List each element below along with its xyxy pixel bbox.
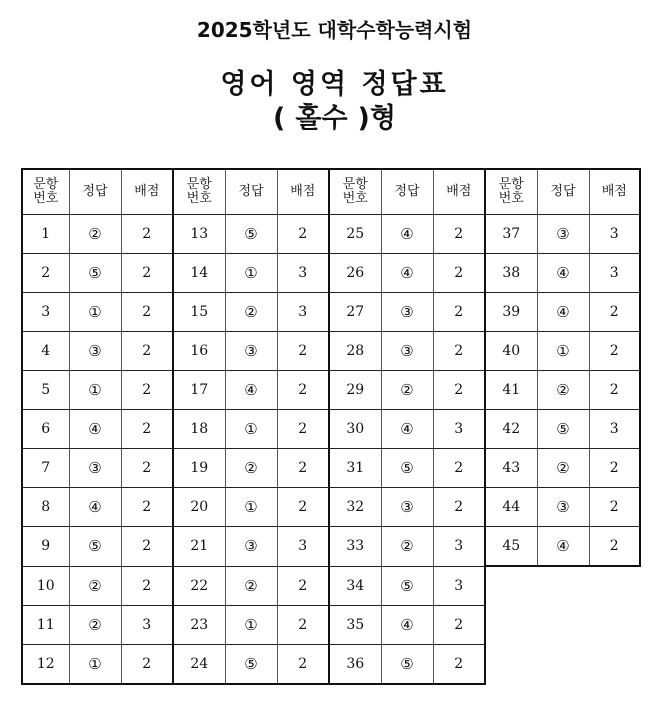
answer-cell: ① — [225, 254, 277, 293]
answer-cell: ④ — [381, 410, 433, 449]
question-number-cell: 34 — [329, 566, 381, 605]
table-row — [22, 293, 640, 332]
table-row — [22, 527, 640, 567]
question-number-cell: 38 — [485, 254, 537, 293]
answer-cell: ① — [69, 371, 121, 410]
answer-cell: ⑤ — [381, 449, 433, 488]
points-cell: 2 — [433, 488, 485, 527]
points-cell: 2 — [589, 488, 640, 527]
answer-cell: ③ — [225, 332, 277, 371]
points-cell: 2 — [121, 293, 173, 332]
answer-cell: ③ — [537, 488, 589, 527]
question-number-cell: 26 — [329, 254, 381, 293]
question-number-cell: 23 — [173, 605, 225, 644]
points-cell: 2 — [589, 371, 640, 410]
points-cell: 2 — [121, 254, 173, 293]
answer-cell: ⑤ — [381, 566, 433, 605]
answer-table-body — [22, 169, 640, 684]
question-number-cell: 13 — [173, 215, 225, 254]
question-number-cell: 40 — [485, 332, 537, 371]
question-number-cell: 10 — [22, 566, 69, 605]
points-cell: 2 — [277, 449, 329, 488]
question-number-cell: 18 — [173, 410, 225, 449]
question-number-cell: 7 — [22, 449, 69, 488]
points-cell: 2 — [589, 332, 640, 371]
question-number-cell: 32 — [329, 488, 381, 527]
answer-cell: ⑤ — [69, 254, 121, 293]
table-row — [22, 449, 640, 488]
answer-cell: ⑤ — [381, 644, 433, 684]
question-number-cell: 9 — [22, 527, 69, 567]
answer-cell: ① — [69, 644, 121, 684]
answer-cell: ④ — [225, 371, 277, 410]
answer-cell: ② — [537, 449, 589, 488]
question-number-cell: 5 — [22, 371, 69, 410]
question-number-cell: 6 — [22, 410, 69, 449]
question-number-cell: 22 — [173, 566, 225, 605]
answer-cell: ② — [537, 371, 589, 410]
question-number-cell: 4 — [22, 332, 69, 371]
answer-cell: ② — [225, 449, 277, 488]
points-cell: 3 — [121, 605, 173, 644]
points-cell: 3 — [277, 254, 329, 293]
question-number-cell: 1 — [22, 215, 69, 254]
points-cell: 3 — [433, 527, 485, 567]
question-number-cell: 14 — [173, 254, 225, 293]
question-number-cell: 36 — [329, 644, 381, 684]
column-header-answer: 정답 — [537, 169, 589, 215]
answer-cell: ① — [537, 332, 589, 371]
empty-cell — [537, 566, 589, 605]
points-cell: 2 — [121, 527, 173, 567]
points-cell: 2 — [433, 449, 485, 488]
question-number-cell: 44 — [485, 488, 537, 527]
column-header-number: 문항 번호 — [329, 169, 381, 215]
points-cell: 3 — [589, 254, 640, 293]
table-row — [22, 371, 640, 410]
question-number-cell: 25 — [329, 215, 381, 254]
column-header-points: 배점 — [277, 169, 329, 215]
answer-cell: ⑤ — [225, 644, 277, 684]
column-header-number: 문항 번호 — [22, 169, 69, 215]
answer-cell: ④ — [381, 254, 433, 293]
answer-cell: ① — [225, 410, 277, 449]
question-number-cell: 42 — [485, 410, 537, 449]
table-row — [22, 332, 640, 371]
answer-cell: ③ — [69, 332, 121, 371]
points-cell: 2 — [277, 605, 329, 644]
points-cell: 2 — [121, 215, 173, 254]
question-number-cell: 12 — [22, 644, 69, 684]
answer-cell: ③ — [225, 527, 277, 567]
answer-cell: ④ — [69, 488, 121, 527]
question-number-cell: 37 — [485, 215, 537, 254]
points-cell: 2 — [589, 293, 640, 332]
answer-cell: ④ — [537, 527, 589, 567]
table-row — [22, 488, 640, 527]
points-cell: 2 — [277, 215, 329, 254]
points-cell: 2 — [121, 566, 173, 605]
question-number-cell: 24 — [173, 644, 225, 684]
exam-type-name: 홀수 — [295, 103, 348, 134]
points-cell: 2 — [121, 371, 173, 410]
points-cell: 2 — [433, 293, 485, 332]
answer-cell: ① — [225, 605, 277, 644]
points-cell: 2 — [433, 215, 485, 254]
answer-cell: ② — [69, 605, 121, 644]
question-number-cell: 11 — [22, 605, 69, 644]
question-number-cell: 19 — [173, 449, 225, 488]
exam-title: 2025학년도 대학수학능력시험 — [196, 18, 473, 42]
question-number-cell: 16 — [173, 332, 225, 371]
points-cell: 3 — [589, 215, 640, 254]
points-cell: 2 — [121, 410, 173, 449]
answer-cell: ④ — [381, 215, 433, 254]
table-row — [22, 410, 640, 449]
points-cell: 3 — [433, 566, 485, 605]
exam-type-line — [0, 96, 669, 135]
question-number-cell: 3 — [22, 293, 69, 332]
answer-cell: ④ — [69, 410, 121, 449]
answer-cell: ② — [225, 566, 277, 605]
answer-cell: ② — [381, 371, 433, 410]
answer-key-table — [21, 168, 641, 685]
column-header-number: 문항 번호 — [485, 169, 537, 215]
points-cell: 2 — [277, 566, 329, 605]
question-number-cell: 28 — [329, 332, 381, 371]
points-cell: 3 — [277, 293, 329, 332]
points-cell: 2 — [433, 605, 485, 644]
question-number-cell: 43 — [485, 449, 537, 488]
points-cell: 2 — [589, 449, 640, 488]
empty-cell — [537, 644, 589, 684]
answer-cell: ① — [69, 293, 121, 332]
points-cell: 2 — [121, 644, 173, 684]
points-cell: 2 — [121, 488, 173, 527]
points-cell: 2 — [433, 371, 485, 410]
column-header-answer: 정답 — [381, 169, 433, 215]
points-cell: 2 — [277, 644, 329, 684]
question-number-cell: 17 — [173, 371, 225, 410]
type-paren-open: ( — [273, 103, 286, 134]
answer-cell: ⑤ — [69, 527, 121, 567]
question-number-cell: 39 — [485, 293, 537, 332]
points-cell: 2 — [277, 371, 329, 410]
points-cell: 2 — [277, 410, 329, 449]
question-number-cell: 41 — [485, 371, 537, 410]
answer-cell: ② — [69, 215, 121, 254]
table-row — [22, 215, 640, 254]
question-number-cell: 29 — [329, 371, 381, 410]
empty-cell — [485, 644, 537, 684]
answer-cell: ⑤ — [537, 410, 589, 449]
points-cell: 2 — [433, 644, 485, 684]
points-cell: 2 — [589, 527, 640, 567]
answer-cell: ① — [225, 488, 277, 527]
answer-cell: ③ — [381, 293, 433, 332]
question-number-cell: 45 — [485, 527, 537, 567]
points-cell: 2 — [121, 449, 173, 488]
empty-cell — [589, 605, 640, 644]
column-header-answer: 정답 — [225, 169, 277, 215]
column-header-answer: 정답 — [69, 169, 121, 215]
answer-cell: ④ — [537, 293, 589, 332]
question-number-cell: 8 — [22, 488, 69, 527]
points-cell: 2 — [433, 254, 485, 293]
column-header-points: 배점 — [121, 169, 173, 215]
answer-cell: ④ — [537, 254, 589, 293]
column-header-points: 배점 — [589, 169, 640, 215]
empty-cell — [589, 644, 640, 684]
question-number-cell: 20 — [173, 488, 225, 527]
points-cell: 2 — [277, 332, 329, 371]
subject-title: 영어 영역 정답표 — [220, 69, 449, 100]
question-number-cell: 21 — [173, 527, 225, 567]
answer-cell: ③ — [381, 488, 433, 527]
answer-cell: ② — [69, 566, 121, 605]
points-cell: 3 — [433, 410, 485, 449]
table-row — [22, 644, 640, 684]
empty-cell — [537, 605, 589, 644]
empty-cell — [485, 605, 537, 644]
table-row — [22, 254, 640, 293]
question-number-cell: 33 — [329, 527, 381, 567]
question-number-cell: 15 — [173, 293, 225, 332]
question-number-cell: 35 — [329, 605, 381, 644]
table-row — [22, 566, 640, 605]
points-cell: 3 — [277, 527, 329, 567]
points-cell: 3 — [589, 410, 640, 449]
answer-cell: ④ — [381, 605, 433, 644]
points-cell: 2 — [277, 488, 329, 527]
question-number-cell: 2 — [22, 254, 69, 293]
answer-cell: ② — [225, 293, 277, 332]
answer-cell: ② — [381, 527, 433, 567]
question-number-cell: 30 — [329, 410, 381, 449]
column-header-number: 문항 번호 — [173, 169, 225, 215]
table-header-row — [22, 169, 640, 215]
answer-cell: ③ — [381, 332, 433, 371]
points-cell: 2 — [433, 332, 485, 371]
answer-cell: ⑤ — [225, 215, 277, 254]
points-cell: 2 — [121, 332, 173, 371]
column-header-points: 배점 — [433, 169, 485, 215]
question-number-cell: 27 — [329, 293, 381, 332]
empty-cell — [485, 566, 537, 605]
type-paren-close: )형 — [357, 103, 396, 134]
answer-cell: ③ — [537, 215, 589, 254]
table-row — [22, 605, 640, 644]
empty-cell — [589, 566, 640, 605]
question-number-cell: 31 — [329, 449, 381, 488]
answer-cell: ③ — [69, 449, 121, 488]
